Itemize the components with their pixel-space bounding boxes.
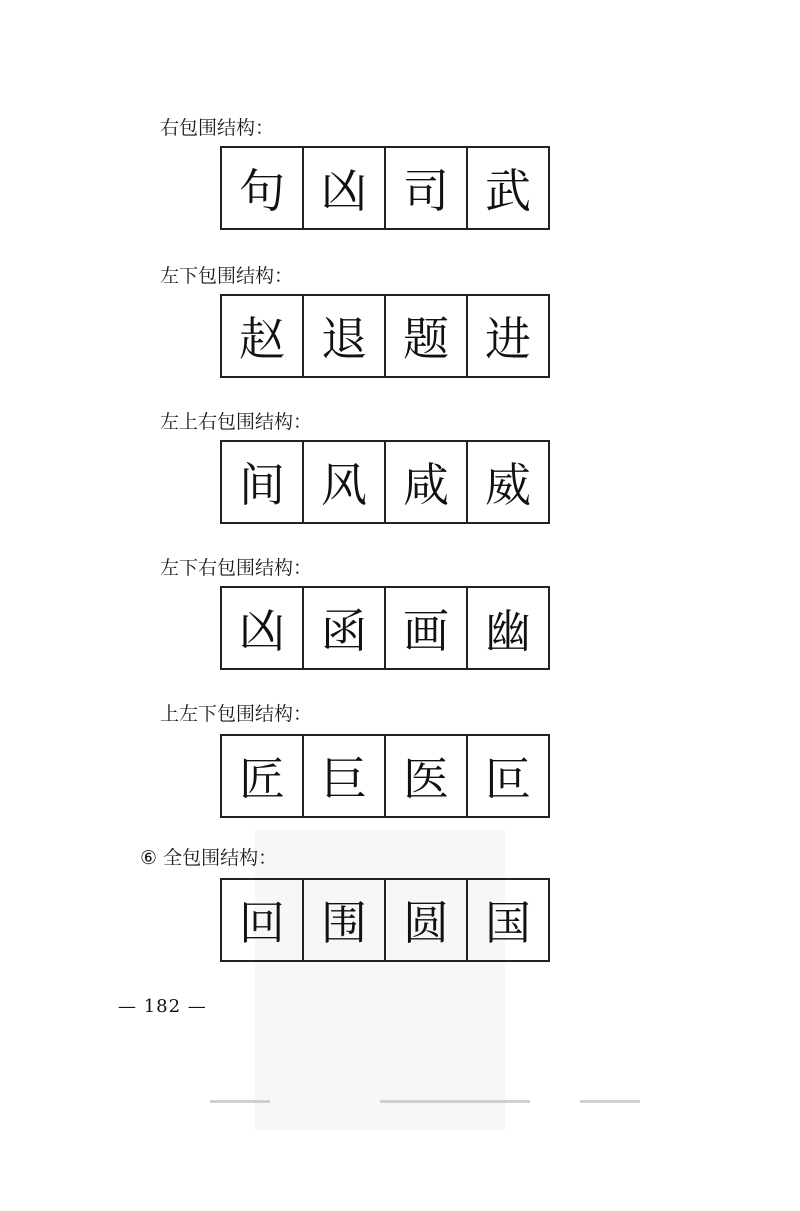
char-cell: 间 [222,442,304,522]
char-cell: 围 [304,880,386,960]
char-grid-full-enclosure [220,878,550,962]
section-label-lower-three-side-enclosure: 左下右包围结构： [160,557,313,579]
char-cell: 画 [386,588,468,668]
char-grid-lower-three-side-enclosure [220,586,550,670]
char-cell: 风 [304,442,386,522]
char-grid-upper-three-side-enclosure [220,440,550,524]
scan-watermark [255,830,505,1130]
char-cell: 函 [304,588,386,668]
char-cell: 咸 [386,442,468,522]
char-cell: 凶 [222,588,304,668]
char-cell: 巨 [304,736,386,816]
char-cell: 题 [386,296,468,376]
section-label-left-three-side-enclosure: 上左下包围结构： [160,703,313,725]
section-label-upper-three-side-enclosure: 左上右包围结构： [160,411,313,433]
scan-artifact [210,1100,270,1103]
char-cell: 司 [386,148,468,228]
section-label-full-enclosure: ⑥ 全包围结构： [140,847,278,869]
char-cell: 威 [485,458,531,512]
char-cell: 医 [386,736,468,816]
char-grid-right-enclosure [220,146,550,230]
char-cell: 赵 [222,296,304,376]
section-label-right-enclosure: 右包围结构： [160,117,275,139]
char-cell: 句 [222,148,304,228]
char-cell: 凶 [304,148,386,228]
page-number: — 182 — [118,996,207,1017]
char-cell: 进 [485,312,531,366]
char-cell: 回 [222,880,304,960]
scan-artifact [380,1100,530,1103]
char-cell: 圆 [386,880,468,960]
char-grid-lower-left-enclosure [220,294,550,378]
char-cell: 国 [485,896,531,950]
char-cell: 匠 [222,736,304,816]
char-grid-left-three-side-enclosure [220,734,550,818]
char-cell: 幽 [485,604,531,658]
scan-artifact [580,1100,640,1103]
char-cell: 叵 [485,752,531,806]
char-cell: 退 [304,296,386,376]
char-cell: 武 [485,164,531,218]
section-label-lower-left-enclosure: 左下包围结构： [160,265,294,287]
